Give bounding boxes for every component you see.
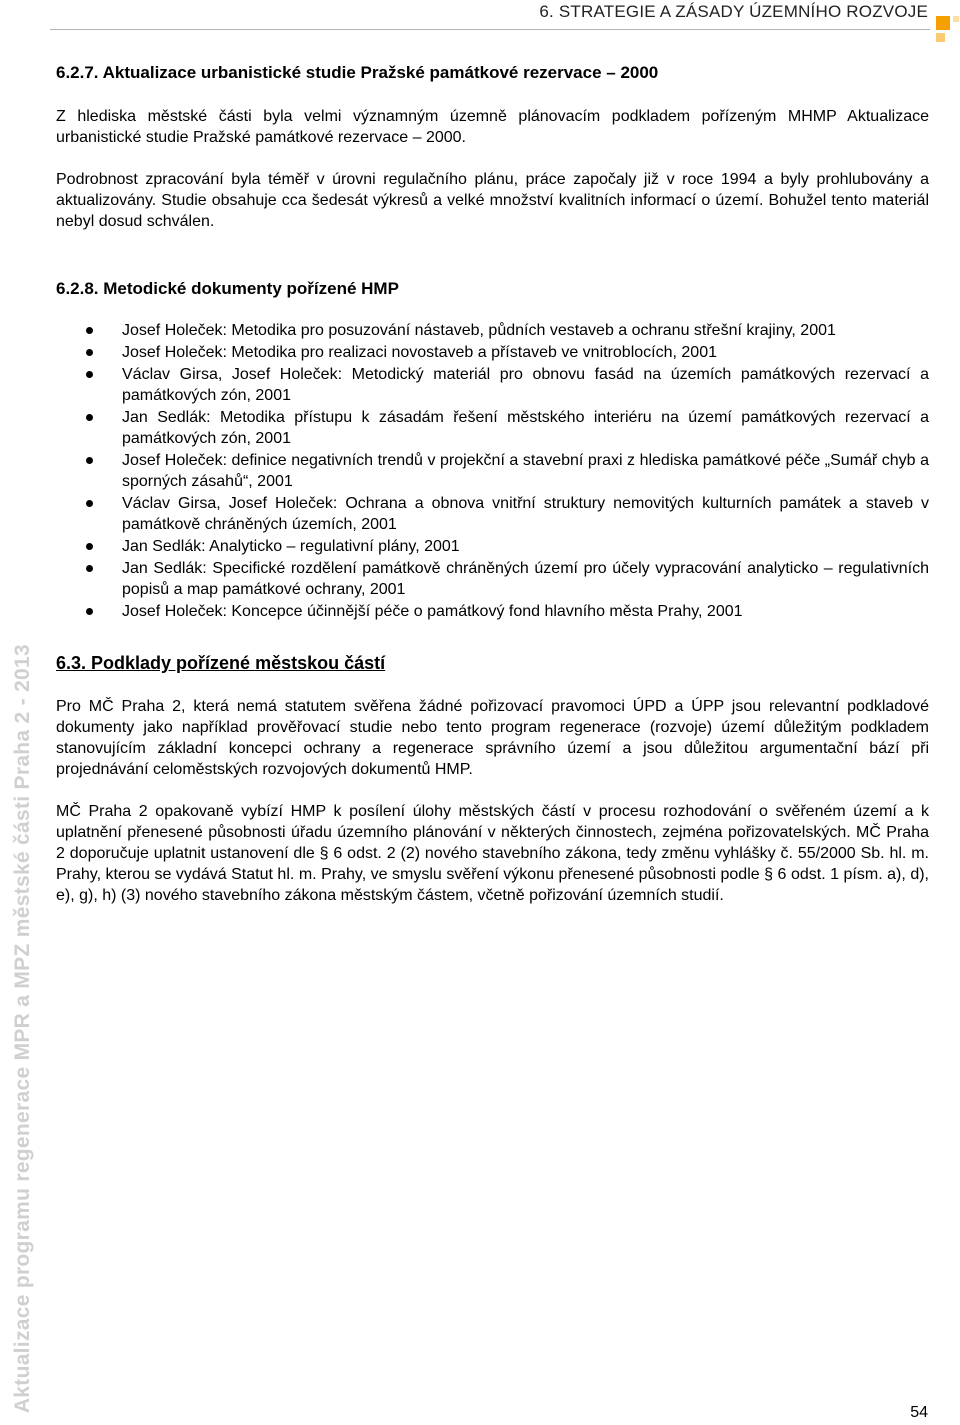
bullet-icon [86, 327, 93, 334]
chapter-title: 6. STRATEGIE A ZÁSADY ÚZEMNÍHO ROZVOJE [539, 2, 928, 21]
list-item-text: Jan Sedlák: Analyticko – regulativní plány, 2001 [122, 538, 460, 555]
list-item [56, 450, 929, 492]
page-content [56, 62, 929, 927]
paragraph: Pro MČ Praha 2, která nemá statutem svěřena žádné pořizovací pravomoci ÚPD a ÚPP jsou relevantní podkladové dokumenty jako například prověřovací studie nebo tento program regenerace (rozvoje) území důležitým podkladem stanovujícím základní koncepci ochrany a regenerace správního území a jsou důležitou argumentační bází při projednávání celoměstských rozvojových dokumentů HMP. [56, 698, 929, 778]
side-document-title: Aktualizace programu regenerace MPR a MPZ městské části Praha 2 - 2013 [11, 643, 34, 1413]
header-divider [50, 29, 930, 30]
list-item-text: Václav Girsa, Josef Holeček: Metodický materiál pro obnovu fasád na územích památkových rezervací a památkových zón, 2001 [122, 366, 929, 404]
list-item-text: Josef Holeček: Metodika pro posuzování nástaveb, půdních vestaveb a ochranu střešní krajiny, 2001 [122, 322, 836, 339]
logo-square-icon [936, 16, 950, 30]
bullet-icon [86, 500, 93, 507]
page-number: 54 [910, 1404, 928, 1421]
bullet-icon [86, 457, 93, 464]
heading-6-2-7: 6.2.7. Aktualizace urbanistické studie Pražské památkové rezervace – 2000 [56, 63, 659, 82]
bullet-icon [86, 565, 93, 572]
bullet-icon [86, 371, 93, 378]
list-item-text: Jan Sedlák: Metodika přístupu k zásadám řešení městského interiéru na území památkových rezervací a památkových zón, 2001 [122, 409, 929, 447]
paragraph: Z hlediska městské části byla velmi významným územně plánovacím podkladem pořízeným MHMP Aktualizace urbanistické studie Pražské památkové rezervace – 2000. [56, 108, 929, 146]
list-item [56, 558, 929, 600]
list-item-text: Josef Holeček: Koncepce účinnější péče o památkový fond hlavního města Prahy, 2001 [122, 603, 743, 620]
list-item-text: Václav Girsa, Josef Holeček: Ochrana a obnova vnitřní struktury nemovitých kulturních památek a staveb v památkově chráněných územích, 2001 [122, 495, 929, 533]
list-item [56, 342, 929, 363]
list-item-text: Josef Holeček: definice negativních trendů v projekční a stavební praxi z hlediska památkové péče „Sumář chyb a sporných zásahů“, 2001 [122, 452, 929, 490]
logo-square-tiny-icon [953, 16, 959, 22]
bullet-icon [86, 349, 93, 356]
heading-6-2-8: 6.2.8. Metodické dokumenty pořízené HMP [56, 279, 399, 298]
paragraph: Podrobnost zpracování byla téměř v úrovni regulačního plánu, práce započaly již v roce 1994 a byly prohlubovány a aktualizovány. Studie obsahuje cca šedesát výkresů a velké množství kvalitních informací o území. Bohužel tento materiál nebyl dosud schválen. [56, 171, 929, 230]
list-item [56, 320, 929, 341]
list-item [56, 407, 929, 449]
list-item [56, 601, 929, 622]
heading-6-3: 6.3. Podklady pořízené městskou částí [56, 653, 386, 673]
list-item-text: Josef Holeček: Metodika pro realizaci novostaveb a přístaveb ve vnitroblocích, 2001 [122, 344, 717, 361]
list-item-text: Jan Sedlák: Specifické rozdělení památkově chráněných území pro účely vypracování analyticko – regulativních popisů a map památkové ochrany, 2001 [122, 560, 929, 598]
bullet-icon [86, 543, 93, 550]
paragraph: MČ Praha 2 opakovaně vybízí HMP k posílení úlohy městských částí v procesu rozhodování o svěřeném území a k uplatnění přenesené působnosti úřadu územního plánování v některých činnostech, zejména pořizovatelských. MČ Praha 2 doporučuje uplatnit ustanovení dle § 6 odst. 2 (2) nového stavebního zákona, tedy změnu vyhlášky č. 55/2000 Sb. hl. m. Prahy, kterou se vydává Statut hl. m. Prahy, ve smyslu svěření výkonu přenesené působnosti podle § 6 odst. 1 písm. a), d), e), g), h) (3) nového stavebního zákona městským částem, včetně pořizování územních studií. [56, 803, 929, 904]
bullet-icon [86, 608, 93, 615]
list-item [56, 536, 929, 557]
bullet-icon [86, 414, 93, 421]
methodology-list [56, 320, 929, 622]
list-item [56, 364, 929, 406]
logo-square-small-icon [936, 33, 945, 42]
list-item [56, 493, 929, 535]
